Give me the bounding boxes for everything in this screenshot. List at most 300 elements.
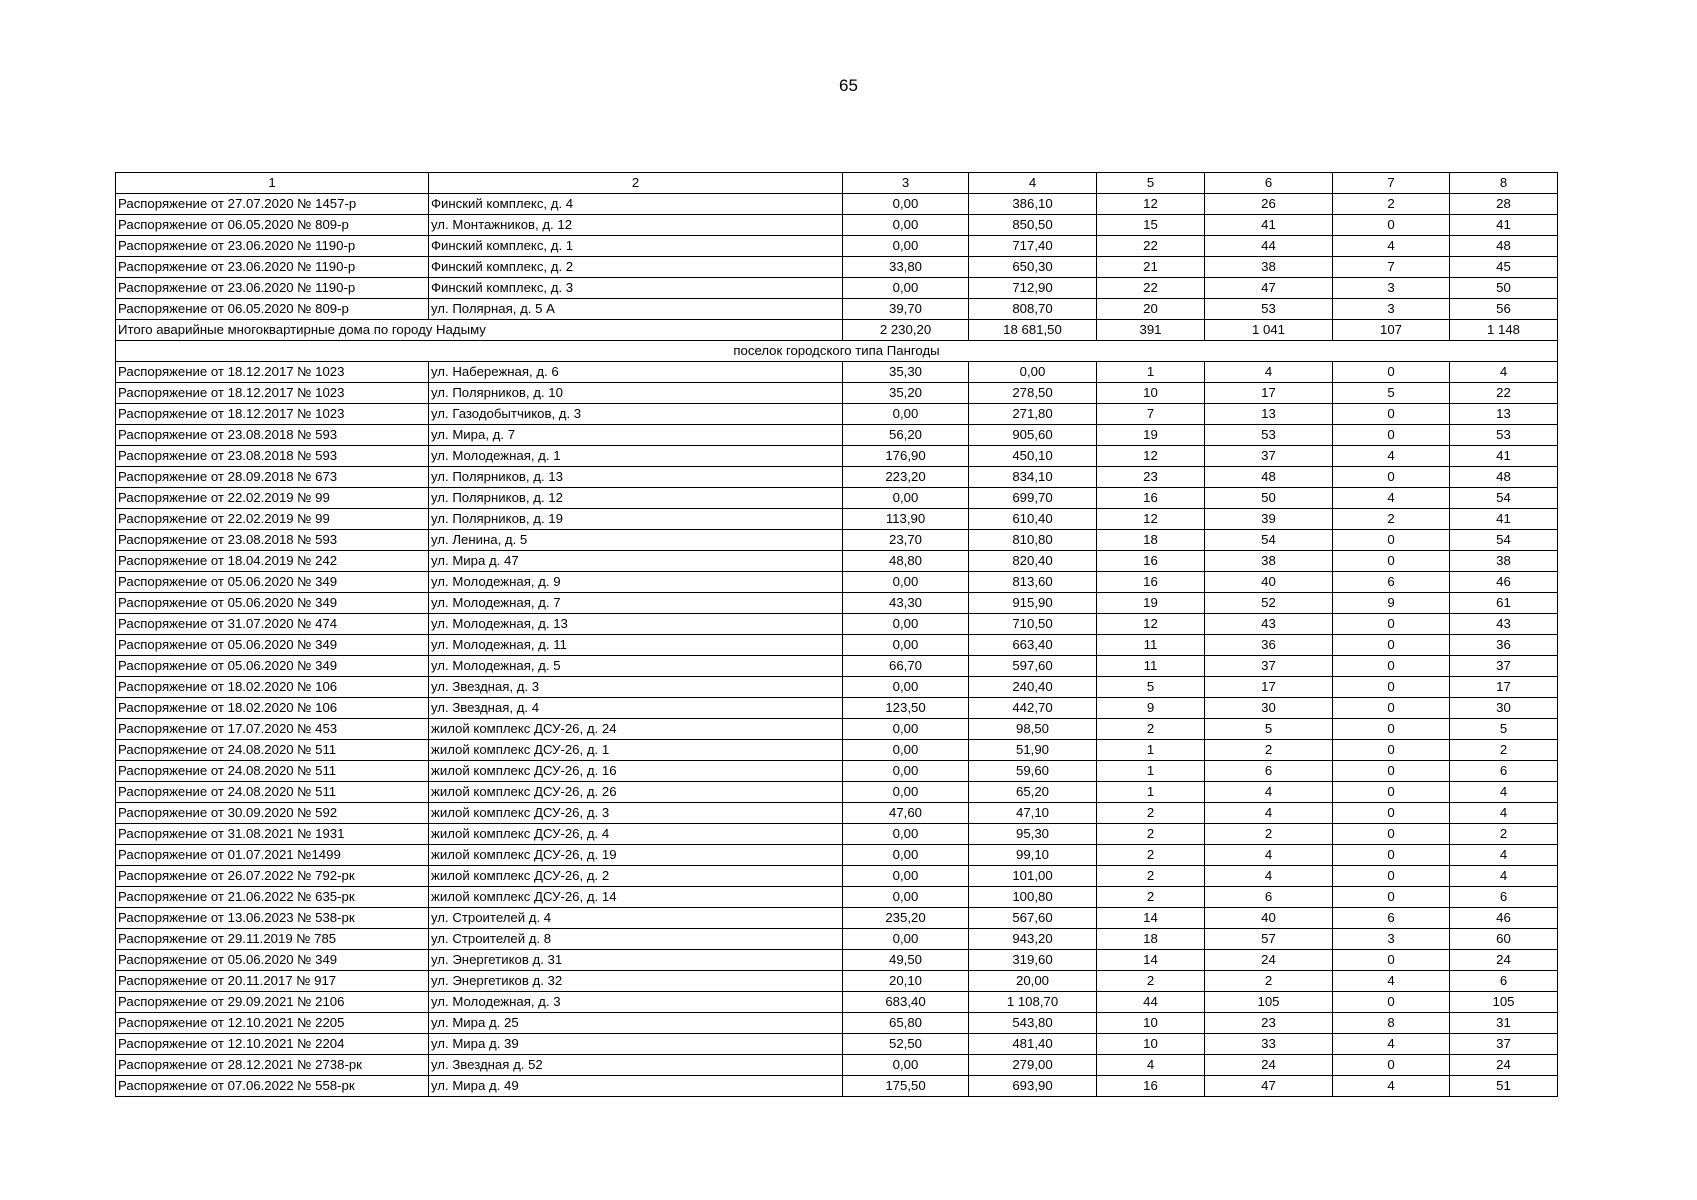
value-cell: 31 [1450,1013,1558,1034]
section-title: поселок городского типа Пангоды [116,341,1558,362]
value-cell: 41 [1450,215,1558,236]
value-cell: 0,00 [843,782,969,803]
value-cell: 4 [1450,803,1558,824]
table-row [116,551,1558,572]
value-cell: 0 [1333,656,1450,677]
value-cell: 36 [1205,635,1333,656]
value-cell: 481,40 [969,1034,1097,1055]
value-cell: 176,90 [843,446,969,467]
document-cell: Распоряжение от 18.02.2020 № 106 [116,677,429,698]
value-cell: 4 [1450,866,1558,887]
column-header: 8 [1450,173,1558,194]
column-header: 3 [843,173,969,194]
document-cell: Распоряжение от 23.06.2020 № 1190-р [116,257,429,278]
table-row [116,215,1558,236]
table-row [116,761,1558,782]
housing-table [115,172,1558,1097]
column-number-row [116,173,1558,194]
value-cell: 543,80 [969,1013,1097,1034]
value-cell: 36 [1450,635,1558,656]
value-cell: 39 [1205,509,1333,530]
value-cell: 53 [1205,299,1333,320]
table-row [116,194,1558,215]
value-cell: 2 [1205,740,1333,761]
document-cell: Распоряжение от 18.12.2017 № 1023 [116,383,429,404]
value-cell: 23 [1205,1013,1333,1034]
value-cell: 46 [1450,572,1558,593]
document-cell: Распоряжение от 07.06.2022 № 558-рк [116,1076,429,1097]
value-cell: 5 [1450,719,1558,740]
value-cell: 99,10 [969,845,1097,866]
value-cell: 20 [1097,299,1205,320]
document-cell: Распоряжение от 23.08.2018 № 593 [116,530,429,551]
value-cell: 2 [1097,803,1205,824]
value-cell: 3 [1333,929,1450,950]
value-cell: 6 [1450,971,1558,992]
value-cell: 57 [1205,929,1333,950]
value-cell: 18 [1097,929,1205,950]
value-cell: 14 [1097,950,1205,971]
value-cell: 38 [1205,551,1333,572]
value-cell: 35,20 [843,383,969,404]
value-cell: 16 [1097,488,1205,509]
value-cell: 0 [1333,845,1450,866]
value-cell: 0,00 [843,719,969,740]
value-cell: 0,00 [843,929,969,950]
value-cell: 48 [1450,236,1558,257]
value-cell: 2 [1097,719,1205,740]
address-cell: ул. Монтажников, д. 12 [429,215,843,236]
value-cell: 24 [1450,950,1558,971]
value-cell: 22 [1097,278,1205,299]
value-cell: 105 [1205,992,1333,1013]
address-cell: ул. Энергетиков д. 32 [429,971,843,992]
value-cell: 175,50 [843,1076,969,1097]
value-cell: 51,90 [969,740,1097,761]
document-cell: Распоряжение от 05.06.2020 № 349 [116,593,429,614]
value-cell: 597,60 [969,656,1097,677]
value-cell: 2 [1205,824,1333,845]
value-cell: 95,30 [969,824,1097,845]
value-cell: 43 [1450,614,1558,635]
value-cell: 0 [1333,425,1450,446]
value-cell: 20,10 [843,971,969,992]
document-cell: Распоряжение от 28.12.2021 № 2738-рк [116,1055,429,1076]
address-cell: Финский комплекс, д. 2 [429,257,843,278]
value-cell: 46 [1450,908,1558,929]
table-row [116,803,1558,824]
table-row [116,950,1558,971]
value-cell: 0 [1333,467,1450,488]
value-cell: 240,40 [969,677,1097,698]
value-cell: 0 [1333,677,1450,698]
column-header: 4 [969,173,1097,194]
value-cell: 28 [1450,194,1558,215]
value-cell: 4 [1333,236,1450,257]
document-cell: Распоряжение от 23.08.2018 № 593 [116,425,429,446]
document-cell: Распоряжение от 18.04.2019 № 242 [116,551,429,572]
value-cell: 11 [1097,635,1205,656]
value-cell: 0,00 [843,866,969,887]
value-cell: 33,80 [843,257,969,278]
address-cell: ул. Строителей д. 4 [429,908,843,929]
table-body [116,173,1558,1097]
value-cell: 450,10 [969,446,1097,467]
value-cell: 17 [1205,383,1333,404]
document-cell: Распоряжение от 05.06.2020 № 349 [116,572,429,593]
value-cell: 41 [1450,509,1558,530]
value-cell: 30 [1205,698,1333,719]
document-cell: Распоряжение от 06.05.2020 № 809-р [116,215,429,236]
value-cell: 0,00 [843,845,969,866]
value-cell: 44 [1205,236,1333,257]
table-row [116,278,1558,299]
value-cell: 2 [1097,824,1205,845]
value-cell: 0,00 [843,404,969,425]
value-cell: 49,50 [843,950,969,971]
address-cell: ул. Газодобытчиков, д. 3 [429,404,843,425]
total-value-cell: 1 148 [1450,320,1558,341]
value-cell: 0 [1333,1055,1450,1076]
value-cell: 40 [1205,908,1333,929]
value-cell: 2 [1450,740,1558,761]
value-cell: 38 [1205,257,1333,278]
value-cell: 0 [1333,530,1450,551]
value-cell: 123,50 [843,698,969,719]
value-cell: 10 [1097,383,1205,404]
value-cell: 279,00 [969,1055,1097,1076]
value-cell: 98,50 [969,719,1097,740]
value-cell: 37 [1450,1034,1558,1055]
column-header: 2 [429,173,843,194]
value-cell: 43,30 [843,593,969,614]
value-cell: 7 [1097,404,1205,425]
value-cell: 101,00 [969,866,1097,887]
value-cell: 18 [1097,530,1205,551]
value-cell: 12 [1097,509,1205,530]
value-cell: 717,40 [969,236,1097,257]
table-row [116,1034,1558,1055]
value-cell: 13 [1205,404,1333,425]
document-cell: Распоряжение от 26.07.2022 № 792-рк [116,866,429,887]
value-cell: 52 [1205,593,1333,614]
value-cell: 14 [1097,908,1205,929]
value-cell: 808,70 [969,299,1097,320]
table-row [116,992,1558,1013]
address-cell: ул. Строителей д. 8 [429,929,843,950]
table-row [116,383,1558,404]
page-number: 65 [839,76,858,95]
table-row [116,887,1558,908]
address-cell: жилой комплекс ДСУ-26, д. 26 [429,782,843,803]
table-row [116,698,1558,719]
value-cell: 834,10 [969,467,1097,488]
value-cell: 54 [1205,530,1333,551]
value-cell: 51 [1450,1076,1558,1097]
value-cell: 0 [1333,887,1450,908]
value-cell: 41 [1450,446,1558,467]
address-cell: ул. Молодежная, д. 9 [429,572,843,593]
value-cell: 943,20 [969,929,1097,950]
value-cell: 11 [1097,656,1205,677]
table-row [116,719,1558,740]
address-cell: ул. Мира, д. 7 [429,425,843,446]
value-cell: 38 [1450,551,1558,572]
table-row [116,908,1558,929]
document-cell: Распоряжение от 22.02.2019 № 99 [116,488,429,509]
address-cell: ул. Полярников, д. 19 [429,509,843,530]
value-cell: 1 [1097,740,1205,761]
value-cell: 710,50 [969,614,1097,635]
value-cell: 2 [1097,845,1205,866]
document-cell: Распоряжение от 17.07.2020 № 453 [116,719,429,740]
total-value-cell: 1 041 [1205,320,1333,341]
address-cell: ул. Молодежная, д. 5 [429,656,843,677]
value-cell: 9 [1333,593,1450,614]
value-cell: 0,00 [843,278,969,299]
value-cell: 19 [1097,425,1205,446]
value-cell: 0 [1333,803,1450,824]
address-cell: ул. Молодежная, д. 7 [429,593,843,614]
value-cell: 2 [1097,887,1205,908]
value-cell: 0 [1333,362,1450,383]
table-row [116,509,1558,530]
address-cell: ул. Мира д. 49 [429,1076,843,1097]
value-cell: 9 [1097,698,1205,719]
total-row [116,320,1558,341]
document-cell: Распоряжение от 22.02.2019 № 99 [116,509,429,530]
value-cell: 4 [1333,971,1450,992]
table-row [116,614,1558,635]
value-cell: 47 [1205,1076,1333,1097]
value-cell: 4 [1205,362,1333,383]
value-cell: 0,00 [843,236,969,257]
value-cell: 0 [1333,866,1450,887]
document-cell: Распоряжение от 23.06.2020 № 1190-р [116,278,429,299]
value-cell: 0 [1333,950,1450,971]
value-cell: 16 [1097,551,1205,572]
value-cell: 35,30 [843,362,969,383]
total-value-cell: 18 681,50 [969,320,1097,341]
table-row [116,299,1558,320]
total-value-cell: 107 [1333,320,1450,341]
value-cell: 56,20 [843,425,969,446]
value-cell: 699,70 [969,488,1097,509]
value-cell: 2 [1450,824,1558,845]
value-cell: 66,70 [843,656,969,677]
column-header: 6 [1205,173,1333,194]
value-cell: 0,00 [843,614,969,635]
value-cell: 5 [1205,719,1333,740]
document-cell: Распоряжение от 28.09.2018 № 673 [116,467,429,488]
value-cell: 48 [1450,467,1558,488]
value-cell: 0,00 [843,488,969,509]
value-cell: 100,80 [969,887,1097,908]
value-cell: 2 [1097,866,1205,887]
address-cell: ул. Ленина, д. 5 [429,530,843,551]
value-cell: 56 [1450,299,1558,320]
value-cell: 43 [1205,614,1333,635]
value-cell: 6 [1333,908,1450,929]
value-cell: 442,70 [969,698,1097,719]
table-row [116,971,1558,992]
value-cell: 5 [1333,383,1450,404]
table-row [116,362,1558,383]
address-cell: Финский комплекс, д. 1 [429,236,843,257]
value-cell: 712,90 [969,278,1097,299]
document-cell: Распоряжение от 29.09.2021 № 2106 [116,992,429,1013]
value-cell: 22 [1097,236,1205,257]
document-cell: Распоряжение от 05.06.2020 № 349 [116,656,429,677]
value-cell: 6 [1333,572,1450,593]
table-row [116,782,1558,803]
value-cell: 0,00 [843,887,969,908]
table-row [116,740,1558,761]
value-cell: 6 [1450,887,1558,908]
address-cell: ул. Полярников, д. 13 [429,467,843,488]
value-cell: 4 [1450,362,1558,383]
table-row [116,236,1558,257]
column-header: 1 [116,173,429,194]
value-cell: 24 [1450,1055,1558,1076]
value-cell: 610,40 [969,509,1097,530]
value-cell: 2 [1205,971,1333,992]
address-cell: жилой комплекс ДСУ-26, д. 16 [429,761,843,782]
document-cell: Распоряжение от 18.12.2017 № 1023 [116,404,429,425]
value-cell: 2 [1333,509,1450,530]
value-cell: 0,00 [843,740,969,761]
document-cell: Распоряжение от 29.11.2019 № 785 [116,929,429,950]
value-cell: 52,50 [843,1034,969,1055]
document-cell: Распоряжение от 23.08.2018 № 593 [116,446,429,467]
value-cell: 26 [1205,194,1333,215]
value-cell: 12 [1097,446,1205,467]
address-cell: ул. Набережная, д. 6 [429,362,843,383]
address-cell: жилой комплекс ДСУ-26, д. 3 [429,803,843,824]
table-row [116,635,1558,656]
value-cell: 10 [1097,1013,1205,1034]
value-cell: 650,30 [969,257,1097,278]
value-cell: 1 [1097,761,1205,782]
table-row [116,488,1558,509]
value-cell: 47 [1205,278,1333,299]
value-cell: 271,80 [969,404,1097,425]
value-cell: 235,20 [843,908,969,929]
value-cell: 37 [1205,446,1333,467]
value-cell: 0 [1333,719,1450,740]
value-cell: 45 [1450,257,1558,278]
address-cell: жилой комплекс ДСУ-26, д. 4 [429,824,843,845]
value-cell: 47,10 [969,803,1097,824]
value-cell: 0,00 [843,824,969,845]
document-cell: Распоряжение от 31.07.2020 № 474 [116,614,429,635]
document-cell: Распоряжение от 12.10.2021 № 2205 [116,1013,429,1034]
value-cell: 4 [1450,845,1558,866]
table-row [116,677,1558,698]
value-cell: 59,60 [969,761,1097,782]
value-cell: 15 [1097,215,1205,236]
address-cell: ул. Молодежная, д. 1 [429,446,843,467]
value-cell: 22 [1450,383,1558,404]
value-cell: 0 [1333,215,1450,236]
address-cell: ул. Звездная, д. 3 [429,677,843,698]
address-cell: ул. Звездная д. 52 [429,1055,843,1076]
value-cell: 44 [1097,992,1205,1013]
value-cell: 12 [1097,614,1205,635]
value-cell: 0,00 [843,761,969,782]
value-cell: 223,20 [843,467,969,488]
value-cell: 16 [1097,1076,1205,1097]
address-cell: ул. Мира д. 47 [429,551,843,572]
value-cell: 30 [1450,698,1558,719]
document-cell: Распоряжение от 30.09.2020 № 592 [116,803,429,824]
value-cell: 663,40 [969,635,1097,656]
table-row [116,257,1558,278]
value-cell: 50 [1450,278,1558,299]
value-cell: 4 [1333,488,1450,509]
value-cell: 813,60 [969,572,1097,593]
address-cell: ул. Полярников, д. 12 [429,488,843,509]
value-cell: 850,50 [969,215,1097,236]
address-cell: жилой комплекс ДСУ-26, д. 24 [429,719,843,740]
document-cell: Распоряжение от 12.10.2021 № 2204 [116,1034,429,1055]
table-row [116,572,1558,593]
value-cell: 41 [1205,215,1333,236]
table-row [116,1055,1558,1076]
value-cell: 2 [1097,971,1205,992]
value-cell: 19 [1097,593,1205,614]
address-cell: Финский комплекс, д. 4 [429,194,843,215]
value-cell: 0,00 [843,194,969,215]
table-row [116,866,1558,887]
value-cell: 4 [1097,1055,1205,1076]
value-cell: 0 [1333,824,1450,845]
value-cell: 48,80 [843,551,969,572]
value-cell: 810,80 [969,530,1097,551]
value-cell: 53 [1205,425,1333,446]
value-cell: 386,10 [969,194,1097,215]
address-cell: ул. Мира д. 25 [429,1013,843,1034]
table-row [116,404,1558,425]
value-cell: 23,70 [843,530,969,551]
value-cell: 4 [1205,803,1333,824]
document-cell: Распоряжение от 18.02.2020 № 106 [116,698,429,719]
value-cell: 54 [1450,488,1558,509]
value-cell: 47,60 [843,803,969,824]
document-cell: Распоряжение от 23.06.2020 № 1190-р [116,236,429,257]
table-row [116,1076,1558,1097]
value-cell: 16 [1097,572,1205,593]
column-header: 5 [1097,173,1205,194]
document-cell: Распоряжение от 13.06.2023 № 538-рк [116,908,429,929]
value-cell: 6 [1205,761,1333,782]
value-cell: 567,60 [969,908,1097,929]
value-cell: 61 [1450,593,1558,614]
value-cell: 0 [1333,551,1450,572]
value-cell: 60 [1450,929,1558,950]
value-cell: 12 [1097,194,1205,215]
total-label: Итого аварийные многоквартирные дома по городу Надыму [116,320,843,341]
value-cell: 21 [1097,257,1205,278]
value-cell: 4 [1333,1034,1450,1055]
document-cell: Распоряжение от 24.08.2020 № 511 [116,761,429,782]
address-cell: жилой комплекс ДСУ-26, д. 2 [429,866,843,887]
value-cell: 10 [1097,1034,1205,1055]
address-cell: жилой комплекс ДСУ-26, д. 1 [429,740,843,761]
value-cell: 4 [1205,866,1333,887]
value-cell: 33 [1205,1034,1333,1055]
value-cell: 820,40 [969,551,1097,572]
